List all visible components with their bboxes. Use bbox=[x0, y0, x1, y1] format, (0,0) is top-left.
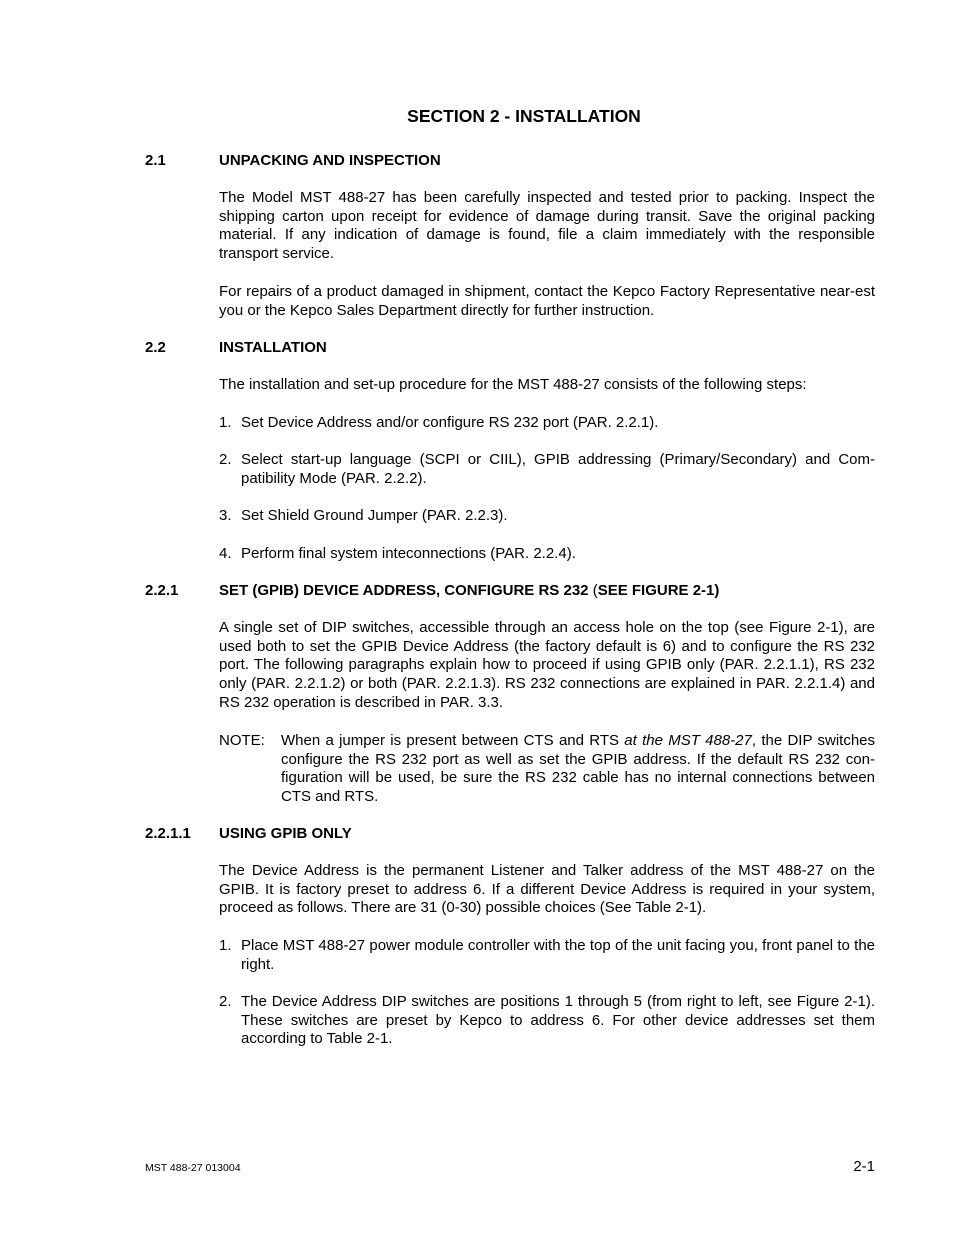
list-item bbox=[219, 993, 875, 1049]
list-item bbox=[219, 507, 875, 526]
footer-page-number: 2-1 bbox=[853, 1158, 875, 1175]
heading-unpacking: UNPACKING AND INSPECTION bbox=[219, 152, 441, 169]
list-item bbox=[219, 451, 875, 488]
list-text: Perform final system inteconnections (PAR. 2.2.4). bbox=[241, 545, 576, 562]
list-text: Set Device Address and/or configure RS 232 port (PAR. 2.2.1). bbox=[241, 414, 659, 431]
note-label: NOTE: bbox=[219, 732, 265, 749]
list-item bbox=[219, 414, 875, 433]
paragraph-dip-switches: A single set of DIP switches, accessible through an access hole on the top (see Figure 2-1), are used both to set the GPIB Device Address (the factory default is 6) and to configure the RS 232 port. The following paragraphs explain how to proceed if using GPIB only (PAR. 2.2.1.1), RS 232 only (PAR. 2.2.1.2) or both (PAR. 2.2.1.3). RS 232 connections are explained in PAR. 2.2.1.4) and RS 232 operation is described in PAR. 3.3. bbox=[219, 619, 875, 711]
paragraph-unpacking-1: The Model MST 488-27 has been carefully inspected and tested prior to packing. Inspect the shipping carton upon receipt for evidence of damage during transit. Save the original packing material. If any indication of damage is found, file a claim immediately with the responsible transport service. bbox=[219, 189, 875, 263]
section-title: SECTION 2 - INSTALLATION bbox=[407, 106, 641, 126]
note-block bbox=[219, 732, 875, 807]
list-number: 1. bbox=[219, 414, 232, 431]
paragraph-installation-intro: The installation and set-up procedure for the MST 488-27 consists of the following steps: bbox=[219, 376, 807, 393]
section-number-2-2-1: 2.2.1 bbox=[145, 582, 179, 599]
list-number: 3. bbox=[219, 507, 232, 524]
list-text: Select start-up language (SCPI or CIIL), GPIB addressing (Primary/Secondary) and Com-patibility Mode (PAR. 2.2.2). bbox=[241, 451, 875, 487]
list-item bbox=[219, 937, 875, 974]
list-number: 2. bbox=[219, 451, 232, 468]
list-number: 1. bbox=[219, 937, 232, 954]
paragraph-device-address: The Device Address is the permanent Listener and Talker address of the MST 488-27 on the GPIB. It is factory preset to address 6. If a different Device Address is required in your system, proceed as follows. There are 31 (0-30) possible choices (See Table 2-1). bbox=[219, 862, 875, 917]
list-number: 4. bbox=[219, 545, 232, 562]
heading-using-gpib-only: USING GPIB ONLY bbox=[219, 825, 352, 842]
list-text: The Device Address DIP switches are positions 1 through 5 (from right to left, see Figure 2-1). These switches are preset by Kepco to address 6. For other device addresses set them according to Table 2-1. bbox=[241, 993, 875, 1048]
heading-set-device-address: SET (GPIB) DEVICE ADDRESS, CONFIGURE RS 232 (SEE FIGURE 2-1) bbox=[219, 582, 720, 599]
list-text: Place MST 488-27 power module controller with the top of the unit facing you, front panel to the right. bbox=[241, 937, 875, 973]
list-text: Set Shield Ground Jumper (PAR. 2.2.3). bbox=[241, 507, 508, 524]
heading-installation: INSTALLATION bbox=[219, 339, 327, 356]
section-number-2-2: 2.2 bbox=[145, 339, 166, 356]
note-text: When a jumper is present between CTS and RTS at the MST 488-27, the DIP switches configure the RS 232 port as well as set the GPIB address. If the default RS 232 con-figuration will be used, be sure the RS 232 cable has no internal connections between CTS and RTS. bbox=[281, 732, 876, 806]
section-number-2-2-1-1: 2.2.1.1 bbox=[145, 825, 191, 842]
list-number: 2. bbox=[219, 993, 232, 1010]
footer-doc-id: MST 488-27 013004 bbox=[145, 1162, 241, 1174]
list-item bbox=[219, 545, 875, 564]
paragraph-unpacking-2: For repairs of a product damaged in shipment, contact the Kepco Factory Representative near-est you or the Kepco Sales Department directly for further instruction. bbox=[219, 283, 875, 319]
section-number-2-1: 2.1 bbox=[145, 152, 166, 169]
